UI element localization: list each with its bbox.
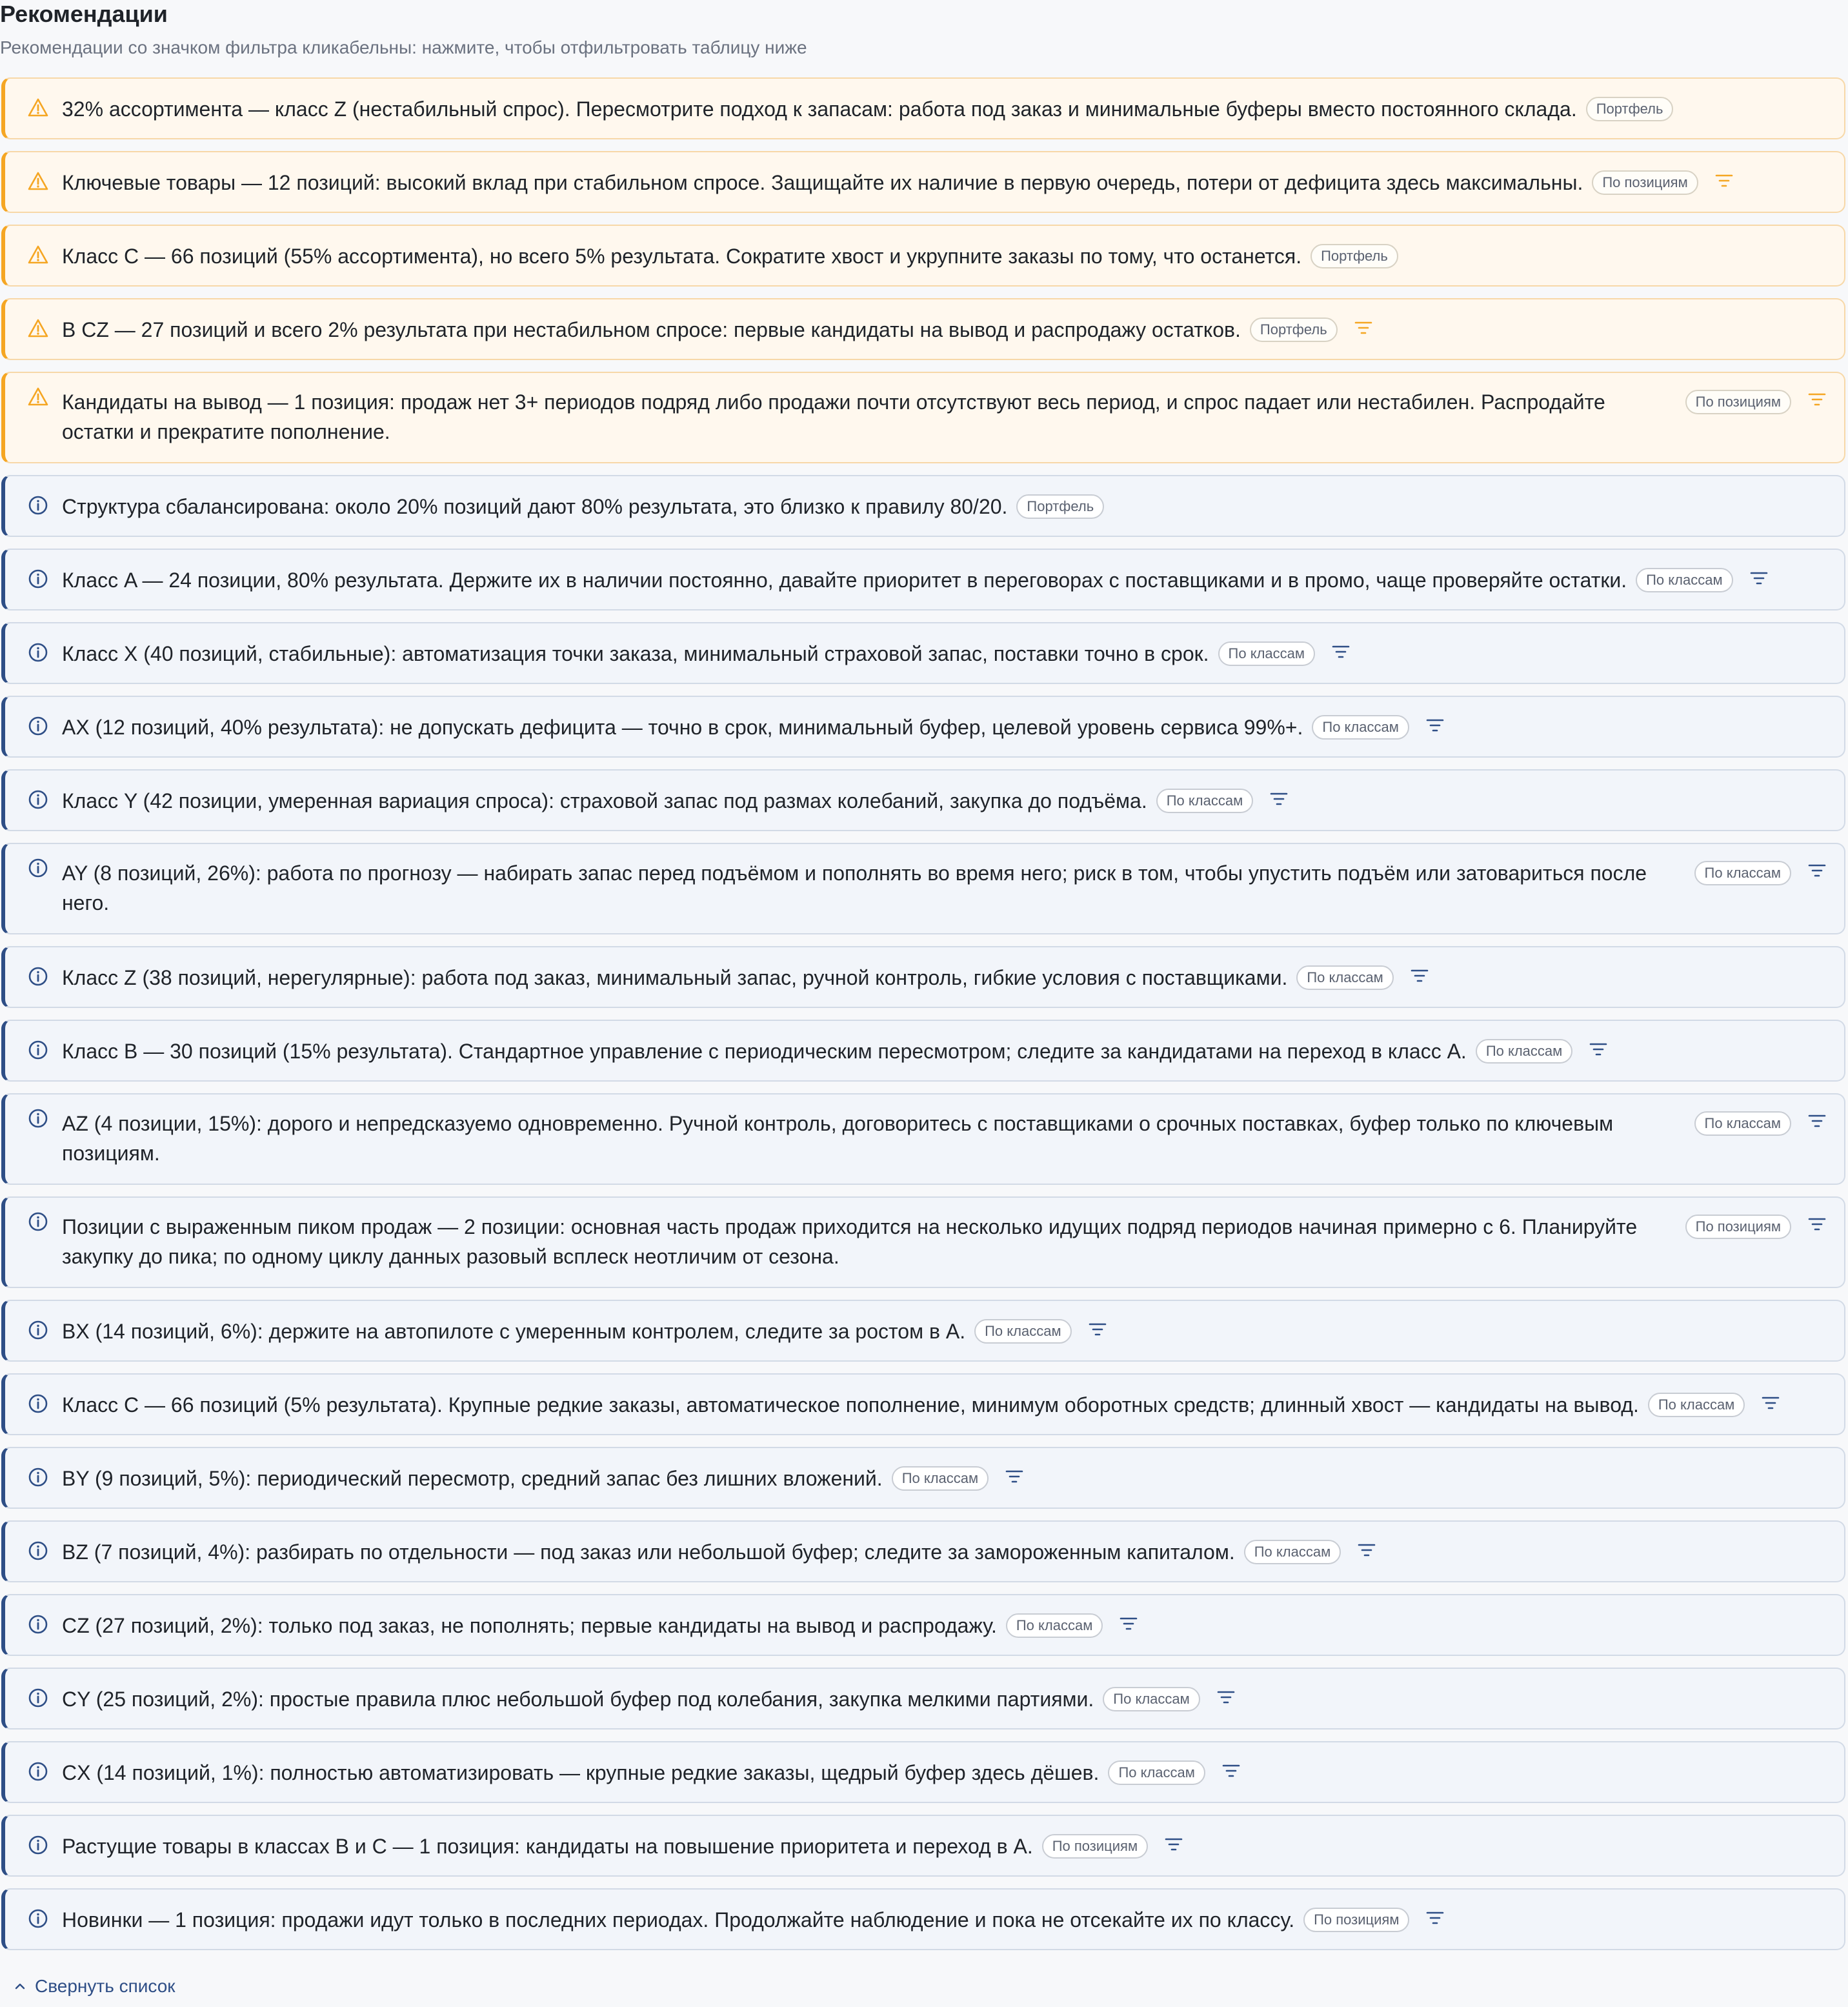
info-icon bbox=[27, 1107, 49, 1129]
recommendation-content bbox=[62, 1464, 1818, 1493]
recommendation-content bbox=[62, 1611, 1818, 1640]
recommendation-content bbox=[62, 1758, 1818, 1788]
recommendation-card[interactable] bbox=[1, 1373, 1845, 1435]
info-icon bbox=[27, 1466, 49, 1488]
scope-badge: По классам bbox=[1694, 1111, 1791, 1136]
info-icon bbox=[27, 789, 49, 811]
filter-icon[interactable] bbox=[1715, 173, 1733, 188]
scope-badge: По классам bbox=[1694, 861, 1791, 885]
scope-badge: По позициям bbox=[1685, 390, 1791, 414]
recommendation-text: Структура сбалансирована: около 20% позиций дают 80% результата, это близко к правилу 80/20. bbox=[62, 495, 1008, 518]
scope-badge: По классам bbox=[1156, 789, 1253, 813]
recommendation-text: Растущие товары в классах B и C — 1 позиция: кандидаты на повышение приоритета и переход в A. bbox=[62, 1835, 1033, 1858]
warning-icon bbox=[27, 318, 49, 339]
filter-icon[interactable] bbox=[1217, 1689, 1235, 1705]
page-subtitle: Рекомендации со значком фильтра кликабельны: нажмите, чтобы отфильтровать таблицу ниже bbox=[0, 37, 807, 57]
recommendation-text: Класс B — 30 позиций (15% результата). Стандартное управление с периодическим пересмотром; следите за кандидатами на переход в класс A. bbox=[62, 1040, 1467, 1063]
recommendation-content bbox=[62, 492, 1818, 521]
recommendation-content bbox=[62, 168, 1818, 197]
filter-icon[interactable] bbox=[1808, 1216, 1826, 1232]
filter-icon[interactable] bbox=[1750, 570, 1768, 586]
recommendation-controls bbox=[1685, 1215, 1826, 1239]
filter-icon[interactable] bbox=[1165, 1837, 1183, 1852]
recommendation-content bbox=[62, 1537, 1818, 1567]
scope-badge: Портфель bbox=[1586, 97, 1674, 121]
recommendation-text: CX (14 позиций, 1%): полностью автоматизировать — крупные редкие заказы, щедрый буфер здесь дёшев. bbox=[62, 1761, 1100, 1784]
filter-icon[interactable] bbox=[1354, 320, 1372, 336]
recommendation-content bbox=[62, 858, 1657, 918]
info-icon bbox=[27, 965, 49, 987]
recommendation-card[interactable] bbox=[1, 1020, 1845, 1082]
recommendation-card[interactable] bbox=[1, 1300, 1845, 1362]
recommendation-card bbox=[1, 225, 1845, 287]
recommendation-content bbox=[62, 786, 1818, 816]
scope-badge: Портфель bbox=[1250, 318, 1338, 342]
warning-icon bbox=[27, 170, 49, 192]
recommendation-content bbox=[62, 1905, 1818, 1935]
info-icon bbox=[27, 1760, 49, 1782]
recommendation-card[interactable] bbox=[1, 1196, 1845, 1288]
recommendation-text: Класс C — 66 позиций (5% результата). Крупные редкие заказы, автоматическое пополнение, минимум оборотных средств; длинный хвост — кандидаты на вывод. bbox=[62, 1393, 1639, 1417]
recommendation-text: Класс Z (38 позиций, нерегулярные): работа под заказ, минимальный запас, ручной контроль, гибкие условия с поставщиками. bbox=[62, 966, 1288, 989]
filter-icon[interactable] bbox=[1808, 1113, 1826, 1129]
info-icon bbox=[27, 1393, 49, 1415]
recommendation-text: AX (12 позиций, 40% результата): не допускать дефицита — точно в срок, минимальный буфер, целевой уровень сервиса 99%+. bbox=[62, 716, 1303, 739]
recommendation-card[interactable] bbox=[1, 1815, 1845, 1877]
recommendation-text: Позиции с выраженным пиком продаж — 2 позиции: основная часть продаж приходится на несколько идущих подряд периодов начиная примерно с 6. Планируйте закупку до пика; по одному циклу данных разовый всплеск неотличим от сезона. bbox=[62, 1215, 1638, 1268]
recommendation-content bbox=[62, 1316, 1818, 1346]
recommendation-card[interactable] bbox=[1, 622, 1845, 684]
scope-badge: По классам bbox=[1108, 1760, 1205, 1785]
recommendation-card[interactable] bbox=[1, 1668, 1845, 1730]
scope-badge: По позициям bbox=[1685, 1215, 1791, 1239]
info-icon bbox=[27, 1908, 49, 1930]
scope-badge: Портфель bbox=[1311, 244, 1398, 268]
recommendation-content bbox=[62, 387, 1657, 447]
scope-badge: По позициям bbox=[1042, 1834, 1148, 1859]
recommendation-content bbox=[62, 1212, 1657, 1271]
recommendation-card bbox=[1, 475, 1845, 537]
filter-icon[interactable] bbox=[1426, 718, 1444, 733]
recommendation-text: Класс Y (42 позиции, умеренная вариация спроса): страховой запас под размах колебаний, закупка до подъёма. bbox=[62, 789, 1147, 812]
recommendation-content bbox=[62, 565, 1818, 595]
filter-icon[interactable] bbox=[1411, 968, 1429, 983]
recommendation-card[interactable] bbox=[1, 946, 1845, 1008]
scope-badge: По позициям bbox=[1303, 1908, 1409, 1932]
recommendation-card[interactable] bbox=[1, 372, 1845, 463]
recommendation-content bbox=[62, 639, 1818, 669]
recommendation-card[interactable] bbox=[1, 1594, 1845, 1656]
recommendation-content bbox=[62, 94, 1818, 124]
recommendation-text: BZ (7 позиций, 4%): разбирать по отдельности — под заказ или небольшой буфер; следите за замороженным капиталом. bbox=[62, 1540, 1235, 1564]
info-icon bbox=[27, 1613, 49, 1635]
recommendation-text: AZ (4 позиции, 15%): дорого и непредсказуемо одновременно. Ручной контроль, договоритесь с поставщиками о срочных поставках, буфер только по ключевым позициям. bbox=[62, 1112, 1614, 1165]
filter-icon[interactable] bbox=[1089, 1322, 1107, 1337]
info-icon bbox=[27, 494, 49, 516]
info-icon bbox=[27, 1834, 49, 1856]
filter-icon[interactable] bbox=[1332, 644, 1350, 660]
collapse-list-label: Свернуть список bbox=[35, 1976, 176, 1996]
info-icon bbox=[27, 715, 49, 737]
recommendation-text: AY (8 позиций, 26%): работа по прогнозу — набирать запас перед подъёмом и пополнять во время него; риск в том, чтобы упустить подъём или затовариться после него. bbox=[62, 862, 1647, 914]
filter-icon[interactable] bbox=[1589, 1042, 1607, 1057]
recommendation-content bbox=[62, 1036, 1818, 1066]
recommendation-text: BY (9 позиций, 5%): периодический пересмотр, средний запас без лишних вложений. bbox=[62, 1467, 883, 1490]
info-icon bbox=[27, 1039, 49, 1061]
recommendation-controls bbox=[1685, 390, 1826, 414]
recommendation-controls bbox=[1694, 861, 1826, 885]
recommendation-text: Ключевые товары — 12 позиций: высокий вклад при стабильном спросе. Защищайте их наличие в первую очередь, потери от дефицита здесь максимальны. bbox=[62, 171, 1583, 194]
scope-badge: По классам bbox=[1218, 641, 1315, 666]
scope-badge: По классам bbox=[1296, 965, 1393, 990]
warning-icon bbox=[27, 97, 49, 119]
recommendation-card[interactable] bbox=[1, 549, 1845, 610]
scope-badge: По классам bbox=[1103, 1687, 1200, 1711]
recommendation-text: 32% ассортимента — класс Z (нестабильный спрос). Пересмотрите подход к запасам: работа под заказ и минимальные буферы вместо постоянного склада. bbox=[62, 97, 1577, 121]
info-icon bbox=[27, 1687, 49, 1709]
scope-badge: По позициям bbox=[1592, 170, 1698, 195]
recommendation-text: Класс C — 66 позиций (55% ассортимента), но всего 5% результата. Сократите хвост и укрупните заказы по тому, что останется. bbox=[62, 245, 1302, 268]
scope-badge: Портфель bbox=[1016, 494, 1104, 519]
recommendation-card[interactable] bbox=[1, 1741, 1845, 1803]
scope-badge: По классам bbox=[1476, 1039, 1572, 1064]
recommendation-card[interactable] bbox=[1, 1520, 1845, 1582]
filter-icon[interactable] bbox=[1808, 392, 1826, 407]
filter-icon[interactable] bbox=[1426, 1910, 1444, 1926]
recommendation-content bbox=[62, 712, 1818, 742]
recommendation-card[interactable] bbox=[1, 696, 1845, 758]
recommendation-content bbox=[62, 1390, 1818, 1420]
chevron-up-icon bbox=[13, 1979, 27, 1993]
recommendation-content bbox=[62, 963, 1818, 993]
info-icon bbox=[27, 857, 49, 879]
info-icon bbox=[27, 641, 49, 663]
filter-icon[interactable] bbox=[1120, 1616, 1138, 1631]
recommendation-card[interactable] bbox=[1, 1447, 1845, 1509]
recommendation-text: В CZ — 27 позиций и всего 2% результата при нестабильном спросе: первые кандидаты на вывод и распродажу остатков. bbox=[62, 318, 1241, 341]
recommendation-content bbox=[62, 1684, 1818, 1714]
scope-badge: По классам bbox=[1244, 1540, 1341, 1564]
scope-badge: По классам bbox=[892, 1466, 989, 1491]
recommendation-card[interactable] bbox=[1, 843, 1845, 934]
recommendation-text: CZ (27 позиций, 2%): только под заказ, не пополнять; первые кандидаты на вывод и распродажу. bbox=[62, 1614, 997, 1637]
recommendation-card[interactable] bbox=[1, 769, 1845, 831]
scope-badge: По классам bbox=[974, 1319, 1071, 1344]
info-icon bbox=[27, 1319, 49, 1341]
info-icon bbox=[27, 1211, 49, 1233]
recommendation-text: Новинки — 1 позиция: продажи идут только в последних периодах. Продолжайте наблюдение и пока не отсекайте их по классу. bbox=[62, 1908, 1295, 1931]
recommendation-card[interactable] bbox=[1, 1093, 1845, 1185]
filter-icon[interactable] bbox=[1270, 791, 1288, 807]
recommendation-card[interactable] bbox=[1, 298, 1845, 360]
recommendation-text: Класс X (40 позиций, стабильные): автоматизация точки заказа, минимальный страховой запас, поставки точно в срок. bbox=[62, 642, 1209, 665]
page-title: Рекомендации bbox=[0, 1, 168, 27]
collapse-list-button[interactable] bbox=[13, 1975, 176, 1998]
scope-badge: По классам bbox=[1006, 1613, 1103, 1638]
recommendation-card bbox=[1, 77, 1845, 139]
filter-icon[interactable] bbox=[1808, 863, 1826, 878]
info-icon bbox=[27, 568, 49, 590]
recommendation-card[interactable] bbox=[1, 1888, 1845, 1950]
scope-badge: По классам bbox=[1312, 715, 1409, 740]
recommendation-text: BX (14 позиций, 6%): держите на автопилоте с умеренным контролем, следите за ростом в A. bbox=[62, 1320, 966, 1343]
filter-icon[interactable] bbox=[1358, 1542, 1376, 1558]
filter-icon[interactable] bbox=[1005, 1469, 1023, 1484]
recommendation-content bbox=[62, 241, 1818, 271]
recommendation-content bbox=[62, 1831, 1818, 1861]
scope-badge: По классам bbox=[1636, 568, 1732, 592]
recommendation-text: Класс A — 24 позиции, 80% результата. Держите их в наличии постоянно, давайте приоритет в переговорах с поставщиками и в промо, чаще проверяйте остатки. bbox=[62, 569, 1627, 592]
recommendation-card[interactable] bbox=[1, 151, 1845, 213]
recommendation-text: CY (25 позиций, 2%): простые правила плюс небольшой буфер под колебания, закупка мелкими партиями. bbox=[62, 1688, 1094, 1711]
filter-icon[interactable] bbox=[1222, 1763, 1240, 1779]
scope-badge: По классам bbox=[1648, 1393, 1745, 1417]
warning-icon bbox=[27, 386, 49, 408]
recommendation-text: Кандидаты на вывод — 1 позиция: продаж нет 3+ периодов подряд либо продажи почти отсутствуют весь период, и спрос падает или нестабилен. Распродайте остатки и прекратите пополнение. bbox=[62, 390, 1605, 443]
info-icon bbox=[27, 1540, 49, 1562]
warning-icon bbox=[27, 244, 49, 266]
recommendation-content bbox=[62, 1109, 1657, 1168]
recommendation-controls bbox=[1694, 1111, 1826, 1136]
recommendation-content bbox=[62, 315, 1818, 345]
filter-icon[interactable] bbox=[1762, 1395, 1780, 1411]
